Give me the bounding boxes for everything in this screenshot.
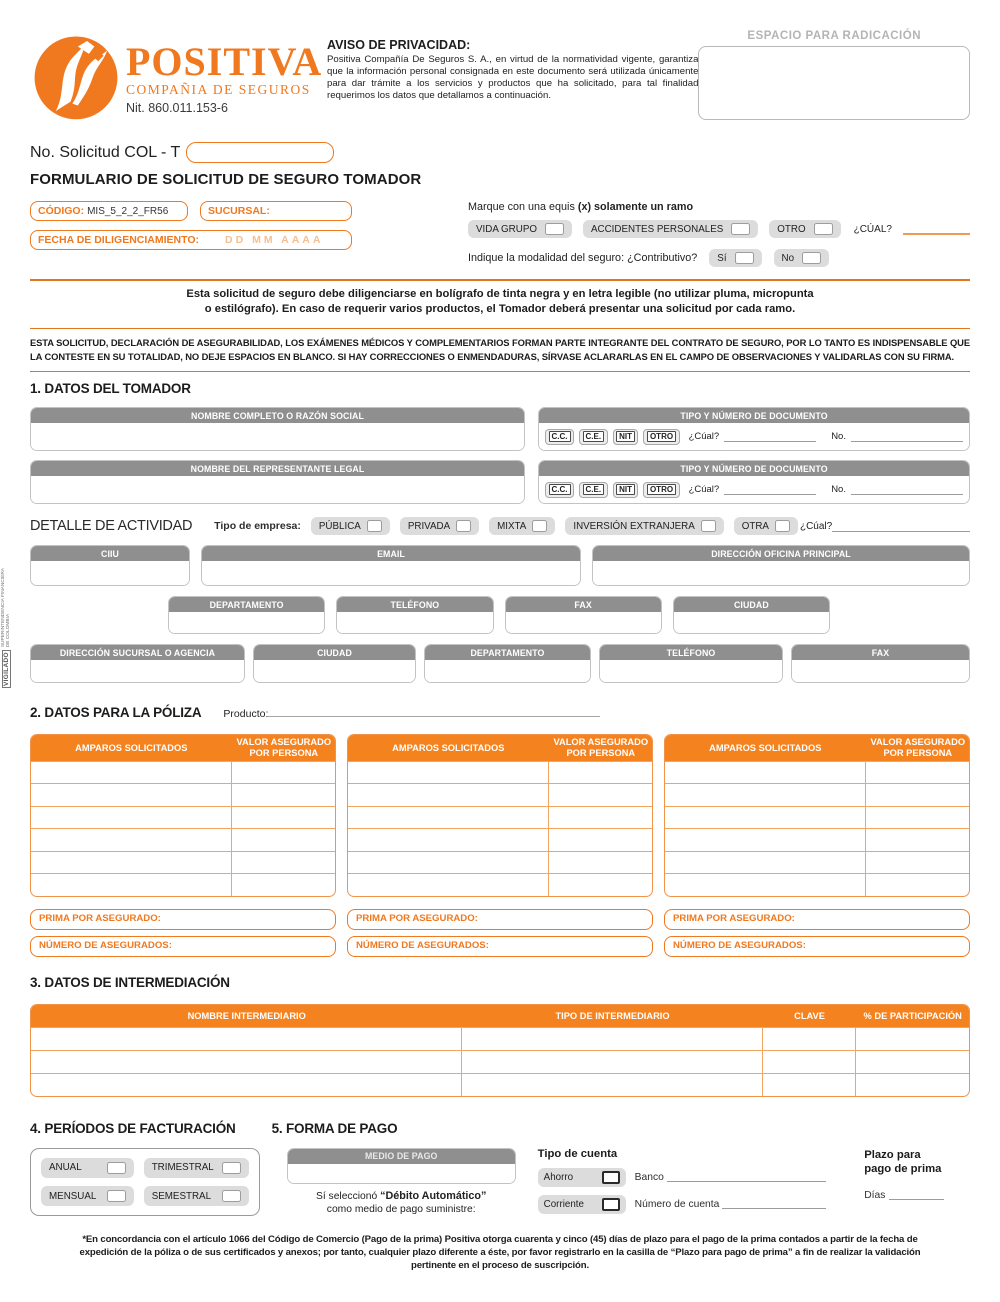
actividad-title: DETALLE DE ACTIVIDAD xyxy=(30,518,193,535)
nombre-header: NOMBRE COMPLETO O RAZÓN SOCIAL xyxy=(31,408,524,423)
participacion-cell[interactable] xyxy=(856,1051,969,1073)
radicacion-box[interactable] xyxy=(698,46,970,120)
email-field xyxy=(201,545,581,586)
otro-label: OTRO xyxy=(647,484,676,495)
semestral-label: SEMESTRAL xyxy=(151,1190,212,1202)
privada-checkbox[interactable] xyxy=(456,520,471,532)
cuenta-corriente[interactable] xyxy=(538,1195,626,1214)
amparo-cell[interactable] xyxy=(665,852,866,874)
inversion-label: INVERSIÓN EXTRANJERA xyxy=(573,520,695,532)
ciudad2-header: CIUDAD xyxy=(254,645,415,660)
doc-type-ce-2[interactable] xyxy=(579,482,608,498)
doc-type-cc-2[interactable] xyxy=(545,482,574,498)
tipo-cell[interactable] xyxy=(462,1051,762,1073)
codigo-label: CÓDIGO: xyxy=(38,205,85,217)
valor-cell[interactable] xyxy=(232,829,335,851)
no-label: No xyxy=(781,252,795,264)
amparos-row xyxy=(665,783,969,806)
representante-input[interactable] xyxy=(31,476,524,503)
direccion-sucursal-header: DIRECCIÓN SUCURSAL O AGENCIA xyxy=(31,645,244,660)
numero-label: NÚMERO DE ASEGURADOS: xyxy=(39,940,172,952)
direccion-sucursal-input[interactable] xyxy=(31,660,244,682)
amparo-cell[interactable] xyxy=(348,784,549,806)
periodo-semestral[interactable] xyxy=(144,1186,249,1206)
plazo-block xyxy=(864,1148,970,1217)
ce-label: C.E. xyxy=(583,484,605,495)
valor-cell[interactable] xyxy=(549,762,652,784)
departamento-field xyxy=(168,596,325,634)
sucursal-field[interactable] xyxy=(200,201,352,221)
otra-label: OTRA xyxy=(741,520,769,532)
valor-cell[interactable] xyxy=(232,784,335,806)
valor-col-header: VALOR ASEGURADO POR PERSONA xyxy=(549,735,652,760)
nombre-input[interactable] xyxy=(31,423,524,450)
mensual-label: MENSUAL xyxy=(49,1190,97,1202)
doc-number-write-in[interactable] xyxy=(851,431,963,442)
email-input[interactable] xyxy=(202,561,580,585)
otro-label: OTRO xyxy=(647,431,676,442)
banco-write-in[interactable] xyxy=(667,1172,826,1182)
mixta-checkbox[interactable] xyxy=(532,520,547,532)
doc-type-ce[interactable] xyxy=(579,429,608,445)
numero-asegurados-field-3[interactable] xyxy=(664,936,970,957)
amparos-table-1 xyxy=(30,734,336,896)
amparo-cell[interactable] xyxy=(348,807,549,829)
amparos-table-3 xyxy=(664,734,970,896)
amparos-row xyxy=(348,828,652,851)
numero-asegurados-field-2[interactable] xyxy=(347,936,653,957)
ramo-option-label: OTRO xyxy=(777,223,806,235)
valor-cell[interactable] xyxy=(866,762,969,784)
doc-no-label: No. xyxy=(831,431,846,443)
privada-label: PRIVADA xyxy=(407,520,451,532)
amparos-row xyxy=(665,851,969,874)
amparo-cell[interactable] xyxy=(31,762,232,784)
modalidad-question: Indique la modalidad del seguro: ¿Contributivo? xyxy=(468,252,698,264)
dias-label: Días xyxy=(864,1189,886,1201)
divider xyxy=(30,279,970,281)
banco-label: Banco xyxy=(634,1171,664,1183)
amparo-cell[interactable] xyxy=(31,829,232,851)
numero-cuenta-write-in[interactable] xyxy=(722,1199,826,1209)
numero-cuenta-label: Número de cuenta xyxy=(634,1198,720,1210)
amparos-row xyxy=(665,761,969,784)
amparo-cell[interactable] xyxy=(31,874,232,896)
amparos-row xyxy=(348,851,652,874)
inversion-checkbox[interactable] xyxy=(701,520,716,532)
representante-header: NOMBRE DEL REPRESENTANTE LEGAL xyxy=(31,461,524,476)
codigo-field xyxy=(30,201,188,221)
plazo-label: Plazo para pago de prima xyxy=(864,1148,942,1175)
numero-asegurados-field-1[interactable] xyxy=(30,936,336,957)
sucursal-label: SUCURSAL: xyxy=(208,205,270,217)
valor-cell[interactable] xyxy=(232,874,335,896)
fax2-input[interactable] xyxy=(792,660,969,682)
empresa-privada[interactable] xyxy=(400,517,479,535)
fecha-placeholder: DD MM AAAA xyxy=(225,234,324,246)
no-checkbox[interactable] xyxy=(802,252,821,264)
amparo-cell[interactable] xyxy=(31,852,232,874)
doc-no-label-2: No. xyxy=(831,484,846,496)
section4-title: 4. PERÍODOS DE FACTURACIÓN xyxy=(30,1120,236,1136)
fecha-field[interactable] xyxy=(30,230,352,250)
ciudad2-input[interactable] xyxy=(254,660,415,682)
nit-label: NIT xyxy=(616,484,635,495)
tipo-cell[interactable] xyxy=(462,1028,762,1050)
fax-input[interactable] xyxy=(506,612,661,633)
telefono-header: TELÉFONO xyxy=(337,597,492,612)
ciudad-field xyxy=(673,596,830,634)
nombre-cell[interactable] xyxy=(31,1074,462,1096)
anual-checkbox[interactable] xyxy=(107,1162,126,1174)
telefono2-field xyxy=(599,644,783,683)
empresa-publica[interactable] xyxy=(311,517,390,535)
positiva-logo-icon xyxy=(30,30,122,122)
cual-label: ¿CÚAL? xyxy=(853,223,892,235)
empresa-mixta[interactable] xyxy=(489,517,555,535)
numero-label: NÚMERO DE ASEGURADOS: xyxy=(356,940,489,952)
amparos-row xyxy=(665,806,969,829)
divider xyxy=(30,371,970,372)
valor-cell[interactable] xyxy=(549,852,652,874)
ce-label: C.E. xyxy=(583,431,605,442)
ahorro-checkbox[interactable] xyxy=(602,1171,620,1184)
solicitud-number-input[interactable] xyxy=(186,142,334,163)
doc-cual-label-2: ¿Cúal? xyxy=(688,484,720,496)
vigilado-rest: SUPERINTENDENCIA FINANCIERA DE COLOMBIA xyxy=(1,568,12,648)
prima-asegurado-field-2[interactable] xyxy=(347,909,653,930)
amparos-row xyxy=(31,851,335,874)
privacy-notice xyxy=(327,30,698,102)
ramo-option-label: VIDA GRUPO xyxy=(476,223,537,235)
vida-grupo-checkbox[interactable] xyxy=(545,223,564,235)
participacion-cell[interactable] xyxy=(856,1028,969,1050)
debito-note: Sí seleccionó “Débito Automático” como medio de pago suministre: xyxy=(315,1189,487,1215)
ciiu-field xyxy=(30,545,190,586)
valor-col-header: VALOR ASEGURADO POR PERSONA xyxy=(232,735,335,760)
email-header: EMAIL xyxy=(202,546,580,561)
amparos-col-header: AMPAROS SOLICITADOS xyxy=(392,743,505,754)
doc-type-otro[interactable] xyxy=(643,429,679,445)
vigilado-word: VIGILADO xyxy=(2,652,10,686)
fax2-header: FAX xyxy=(792,645,969,660)
section1-title: 1. DATOS DEL TOMADOR xyxy=(30,381,191,397)
doc-type-nit-2[interactable] xyxy=(613,482,639,498)
ink-notice: Esta solicitud de seguro debe diligenciarse en bolígrafo de tinta negra y en letra legible (no utilizar pluma, micropunta o estilógrafo). En caso de requerir varios productos, el Tomador deberá presentar una solicitud por cada ramo. xyxy=(186,288,814,315)
corriente-label: Corriente xyxy=(543,1198,584,1210)
doc-type-nit[interactable] xyxy=(613,429,639,445)
direccion-sucursal-field xyxy=(30,644,245,683)
semestral-checkbox[interactable] xyxy=(222,1190,241,1202)
trimestral-checkbox[interactable] xyxy=(222,1162,241,1174)
valor-cell[interactable] xyxy=(549,784,652,806)
medio-pago-field xyxy=(287,1148,516,1184)
ciudad2-field xyxy=(253,644,416,683)
amparos-row xyxy=(348,783,652,806)
privacy-title: AVISO DE PRIVACIDAD: xyxy=(327,38,471,52)
valor-cell[interactable] xyxy=(549,807,652,829)
contributivo-si[interactable] xyxy=(709,249,761,267)
cc-label: C.C. xyxy=(549,431,571,442)
amparos-row xyxy=(31,783,335,806)
doc-cual-label: ¿Cúal? xyxy=(688,431,720,443)
amparos-row xyxy=(31,828,335,851)
medio-pago-input[interactable] xyxy=(288,1164,515,1183)
fecha-label: FECHA DE DILIGENCIAMIENTO: xyxy=(38,234,200,246)
amparos-table-2 xyxy=(347,734,653,896)
ramo-option-label: ACCIDENTES PERSONALES xyxy=(590,223,724,235)
amparos-row xyxy=(348,761,652,784)
tipo-documento-field-1 xyxy=(538,407,970,451)
representante-legal-field xyxy=(30,460,525,504)
amparo-cell[interactable] xyxy=(348,874,549,896)
amparos-row xyxy=(348,873,652,896)
periodo-anual[interactable] xyxy=(41,1158,134,1178)
contributivo-no[interactable] xyxy=(774,249,830,267)
vigilado-banner xyxy=(1,568,12,688)
departamento2-field xyxy=(424,644,591,683)
intermediacion-table xyxy=(30,1004,970,1097)
section2-title: 2. DATOS PARA LA PÓLIZA xyxy=(30,705,202,721)
divider xyxy=(30,328,970,329)
fax2-field xyxy=(791,644,970,683)
amparo-cell[interactable] xyxy=(348,852,549,874)
tipo-doc-header: TIPO Y NÚMERO DE DOCUMENTO xyxy=(539,408,969,423)
section3-title: 3. DATOS DE INTERMEDIACIÓN xyxy=(30,974,230,990)
tipo-empresa-label: Tipo de empresa: xyxy=(214,520,301,533)
nombre-intermediario-header: NOMBRE INTERMEDIARIO xyxy=(187,1010,306,1021)
mensual-checkbox[interactable] xyxy=(107,1190,126,1202)
amparos-row xyxy=(31,806,335,829)
prima-label: PRIMA POR ASEGURADO: xyxy=(356,913,478,925)
prima-asegurado-field-1[interactable] xyxy=(30,909,336,930)
telefono2-header: TELÉFONO xyxy=(600,645,782,660)
tipo-cell[interactable] xyxy=(462,1074,762,1096)
privacy-body: Positiva Compañía De Seguros S. A., en virtud de la normatividad vigente, garantiza que la información personal consignada en este documento será utilizada únicamente para dar trámite a los servicios y productos que ha solicitado, para tal finalidad requerimos los datos que detallamos a continuación. xyxy=(327,54,699,101)
amparos-row xyxy=(665,873,969,896)
participacion-header: % DE PARTICIPACIÓN xyxy=(863,1010,962,1021)
periodo-mensual[interactable] xyxy=(41,1186,134,1206)
ramo-instruction: Marque con una equis (x) solamente un ramo xyxy=(468,201,694,213)
dias-write-in[interactable] xyxy=(889,1190,944,1200)
footnote: *En concordancia con el artículo 1066 del Código de Comercio (Pago de la prima) Positiva otorga cuarenta y cinco (45) días de plazo para el pago de la prima contados a partir de la fecha de expedición de la póliza o de sus certificados y anexos; por tanto, cualquier plazo diferente a éste, por favor registrarlo en la casilla de “Plazo para pago de prima” a fin de realizar la validación pertinente en el proceso de suscripción. xyxy=(79,1234,921,1272)
doc-type-cc[interactable] xyxy=(545,429,574,445)
producto-label: Producto: xyxy=(223,708,269,721)
valor-col-header: VALOR ASEGURADO POR PERSONA xyxy=(866,735,969,760)
telefono2-input[interactable] xyxy=(600,660,782,682)
intermediario-row xyxy=(31,1073,969,1096)
brand-nit: Nit. 860.011.153-6 xyxy=(126,101,228,115)
doc-cual-write-in[interactable] xyxy=(724,431,816,442)
valor-cell[interactable] xyxy=(866,829,969,851)
si-checkbox[interactable] xyxy=(735,252,754,264)
tipo-cuenta-block xyxy=(538,1148,827,1217)
doc-cual-write-in-2[interactable] xyxy=(724,484,816,495)
direccion-oficina-input[interactable] xyxy=(593,561,969,585)
producto-write-in[interactable] xyxy=(268,707,600,717)
otra-checkbox[interactable] xyxy=(775,520,790,532)
amparo-cell[interactable] xyxy=(665,762,866,784)
publica-label: PÚBLICA xyxy=(318,520,361,532)
valor-cell[interactable] xyxy=(232,762,335,784)
prima-label: PRIMA POR ASEGURADO: xyxy=(673,913,795,925)
intermediario-row xyxy=(31,1027,969,1050)
numero-label: NÚMERO DE ASEGURADOS: xyxy=(673,940,806,952)
valor-cell[interactable] xyxy=(549,874,652,896)
departamento2-header: DEPARTAMENTO xyxy=(425,645,590,660)
legal-fine-print: ESTA SOLICITUD, DECLARACIÓN DE ASEGURABILIDAD, LOS EXÁMENES MÉDICOS Y COMPLEMENTARIOS FORMAN PARTE INTEGRANTE DEL CONTRATO DE SEGURO, POR LO TANTO ES INDISPENSABLE QUE LA CONTESTE EN SU TOTALIDAD, NO DEJE ESPACIOS EN BLANCO. SI HAY CORRECCIONES O ENMENDADURAS, SÍRVASE ACLARARLAS EN EL CAMPO DE OBSERVACIONES Y VALIDARLAS CON SU FIRMA. xyxy=(30,337,970,362)
form-title: FORMULARIO DE SOLICITUD DE SEGURO TOMADOR xyxy=(30,171,422,188)
ramo-option-otro[interactable] xyxy=(769,220,840,238)
amparos-row xyxy=(348,806,652,829)
clave-cell[interactable] xyxy=(763,1051,857,1073)
valor-cell[interactable] xyxy=(232,852,335,874)
valor-cell[interactable] xyxy=(866,874,969,896)
section5-title: 5. FORMA DE PAGO xyxy=(271,1120,398,1136)
ciudad-input[interactable] xyxy=(674,612,829,633)
prima-label: PRIMA POR ASEGURADO: xyxy=(39,913,161,925)
fax-field xyxy=(505,596,662,634)
fax-header: FAX xyxy=(506,597,661,612)
empresa-inversion[interactable] xyxy=(565,517,723,535)
publica-checkbox[interactable] xyxy=(367,520,382,532)
nombre-razon-social-field xyxy=(30,407,525,451)
ramo-option-accidentes[interactable] xyxy=(583,220,758,238)
valor-cell[interactable] xyxy=(232,807,335,829)
prima-asegurado-field-3[interactable] xyxy=(664,909,970,930)
valor-cell[interactable] xyxy=(866,852,969,874)
empresa-cual-label: ¿Cúal? xyxy=(799,520,833,532)
si-label: Sí xyxy=(717,252,727,264)
cual-write-in[interactable] xyxy=(903,223,970,235)
direccion-oficina-header: DIRECCIÓN OFICINA PRINCIPAL xyxy=(593,546,969,561)
empresa-otra[interactable] xyxy=(734,517,798,535)
doc-number-write-in-2[interactable] xyxy=(851,484,963,495)
clave-cell[interactable] xyxy=(763,1074,857,1096)
participacion-cell[interactable] xyxy=(856,1074,969,1096)
valor-cell[interactable] xyxy=(549,829,652,851)
direccion-oficina-field xyxy=(592,545,970,586)
amparos-row xyxy=(31,761,335,784)
doc-type-otro-2[interactable] xyxy=(643,482,679,498)
corriente-checkbox[interactable] xyxy=(602,1198,620,1211)
amparos-row xyxy=(665,828,969,851)
nit-label: NIT xyxy=(616,431,635,442)
nombre-cell[interactable] xyxy=(31,1051,462,1073)
valor-cell[interactable] xyxy=(866,807,969,829)
amparo-cell[interactable] xyxy=(665,807,866,829)
medio-pago-header: MEDIO DE PAGO xyxy=(288,1149,515,1164)
amparo-cell[interactable] xyxy=(665,874,866,896)
mixta-label: MIXTA xyxy=(497,520,527,532)
brand-tagline: COMPAÑIA DE SEGUROS xyxy=(126,82,311,97)
amparo-cell[interactable] xyxy=(348,829,549,851)
nombre-cell[interactable] xyxy=(31,1028,462,1050)
ciiu-header: CIIU xyxy=(31,546,189,561)
valor-cell[interactable] xyxy=(866,784,969,806)
company-logo xyxy=(30,30,323,122)
departamento-header: DEPARTAMENTO xyxy=(169,597,324,612)
empresa-cual-write-in[interactable] xyxy=(832,521,970,532)
radicacion-label: ESPACIO PARA RADICACIÓN xyxy=(747,30,921,42)
clave-cell[interactable] xyxy=(763,1028,857,1050)
otro-checkbox[interactable] xyxy=(814,223,833,235)
ahorro-label: Ahorro xyxy=(543,1171,574,1183)
departamento-input[interactable] xyxy=(169,612,324,633)
page-header xyxy=(30,0,970,122)
clave-header: CLAVE xyxy=(794,1010,825,1021)
intermediario-row xyxy=(31,1050,969,1073)
telefono-field xyxy=(336,596,493,634)
amparo-cell[interactable] xyxy=(348,762,549,784)
brand-name: POSITIVA xyxy=(126,39,323,84)
solicitud-number-label: No. Solicitud COL - T xyxy=(30,143,181,161)
accidentes-checkbox[interactable] xyxy=(731,223,750,235)
amparo-cell[interactable] xyxy=(665,784,866,806)
periodo-trimestral[interactable] xyxy=(144,1158,249,1178)
anual-label: ANUAL xyxy=(49,1162,82,1174)
tipo-cuenta-label: Tipo de cuenta xyxy=(537,1147,618,1160)
amparos-row xyxy=(31,873,335,896)
periodos-box xyxy=(30,1148,260,1217)
codigo-value: MIS_5_2_2_FR56 xyxy=(87,205,169,217)
ciiu-input[interactable] xyxy=(31,561,189,585)
amparo-cell[interactable] xyxy=(665,829,866,851)
amparos-col-header: AMPAROS SOLICITADOS xyxy=(709,743,822,754)
tipo-doc-header-2: TIPO Y NÚMERO DE DOCUMENTO xyxy=(539,461,969,476)
departamento2-input[interactable] xyxy=(425,660,590,682)
tipo-intermediario-header: TIPO DE INTERMEDIARIO xyxy=(555,1010,670,1021)
ciudad-header: CIUDAD xyxy=(674,597,829,612)
cc-label: C.C. xyxy=(549,484,571,495)
amparo-cell[interactable] xyxy=(31,784,232,806)
tipo-documento-field-2 xyxy=(538,460,970,504)
ramo-option-vida-grupo[interactable] xyxy=(468,220,572,238)
cuenta-ahorro[interactable] xyxy=(538,1168,626,1187)
amparo-cell[interactable] xyxy=(31,807,232,829)
trimestral-label: TRIMESTRAL xyxy=(151,1162,214,1174)
radicacion-area xyxy=(698,30,970,120)
telefono-input[interactable] xyxy=(337,612,492,633)
amparos-col-header: AMPAROS SOLICITADOS xyxy=(75,743,188,754)
